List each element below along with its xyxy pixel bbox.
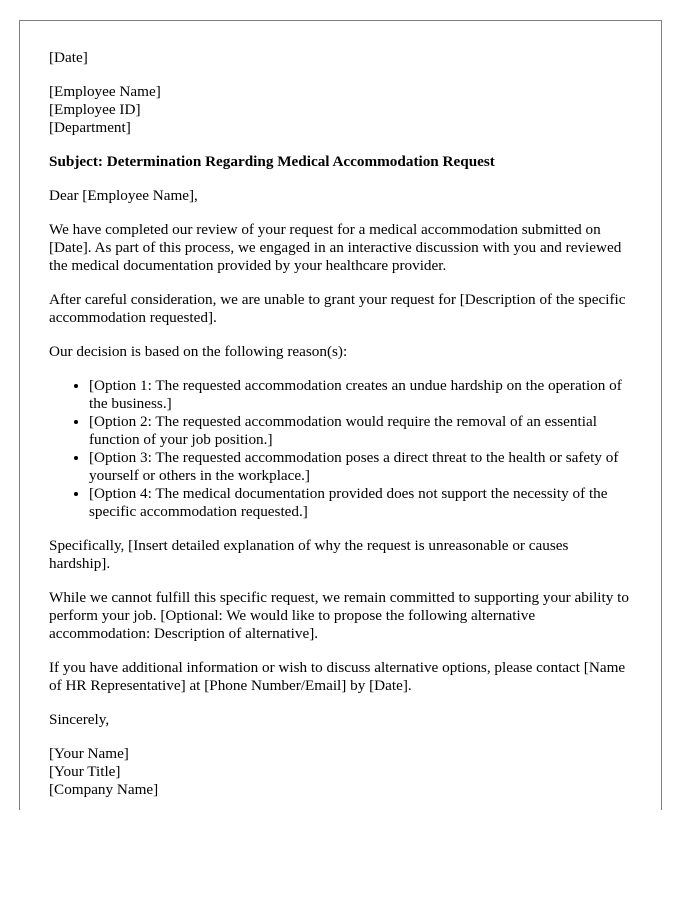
sender-name: [Your Name] [49,745,129,762]
paragraph-specifics: Specifically, [Insert detailed explanation of why the request is unreasonable or causes hardship]. [49,537,569,572]
paragraph-contact: If you have additional information or wish to discuss alternative options, please contact [Name of HR Representative] at [Phone Number/Email] by [Date]. [49,659,626,694]
letter-date: [Date] [49,49,88,66]
reason-item: • [Option 1: The requested accommodation creates an undue hardship on the operation of the business.] [89,377,633,413]
sender-company: [Company Name] [49,781,159,798]
letter-page [19,20,662,810]
reason-item: • [Option 4: The medical documentation provided does not support the necessity of the specific accommodation requested.] [89,485,633,521]
paragraph-reasons-intro: Our decision is based on the following reason(s): [49,343,348,360]
paragraph-decision: After careful consideration, we are unable to grant your request for [Description of the specific accommodation requested]. [49,291,626,326]
recipient-name: [Employee Name] [49,83,161,100]
closing: Sincerely, [49,711,110,728]
paragraph-review: We have completed our review of your request for a medical accommodation submitted on [Date]. As part of this process, we engaged in an interactive discussion with you and reviewed the medical documentation provided by your healthcare provider. [49,221,622,274]
reason-item: • [Option 3: The requested accommodation poses a direct threat to the health or safety of yourself or others in the workplace.] [89,449,633,485]
recipient-department: [Department] [49,119,131,136]
sender-title: [Your Title] [49,763,121,780]
paragraph-commitment: While we cannot fulfill this specific request, we remain committed to supporting your ability to perform your job. [Optional: We would like to propose the following alternative accommodation: Description of alternative]. [49,589,629,642]
subject-line: Subject: Determination Regarding Medical Accommodation Request [49,153,495,170]
sender-block [49,745,633,799]
reasons-list [49,377,633,521]
recipient-block [49,83,633,137]
recipient-id: [Employee ID] [49,101,141,118]
salutation: Dear [Employee Name], [49,187,198,204]
reason-item: • [Option 2: The requested accommodation would require the removal of an essential function of your job position.] [89,413,633,449]
